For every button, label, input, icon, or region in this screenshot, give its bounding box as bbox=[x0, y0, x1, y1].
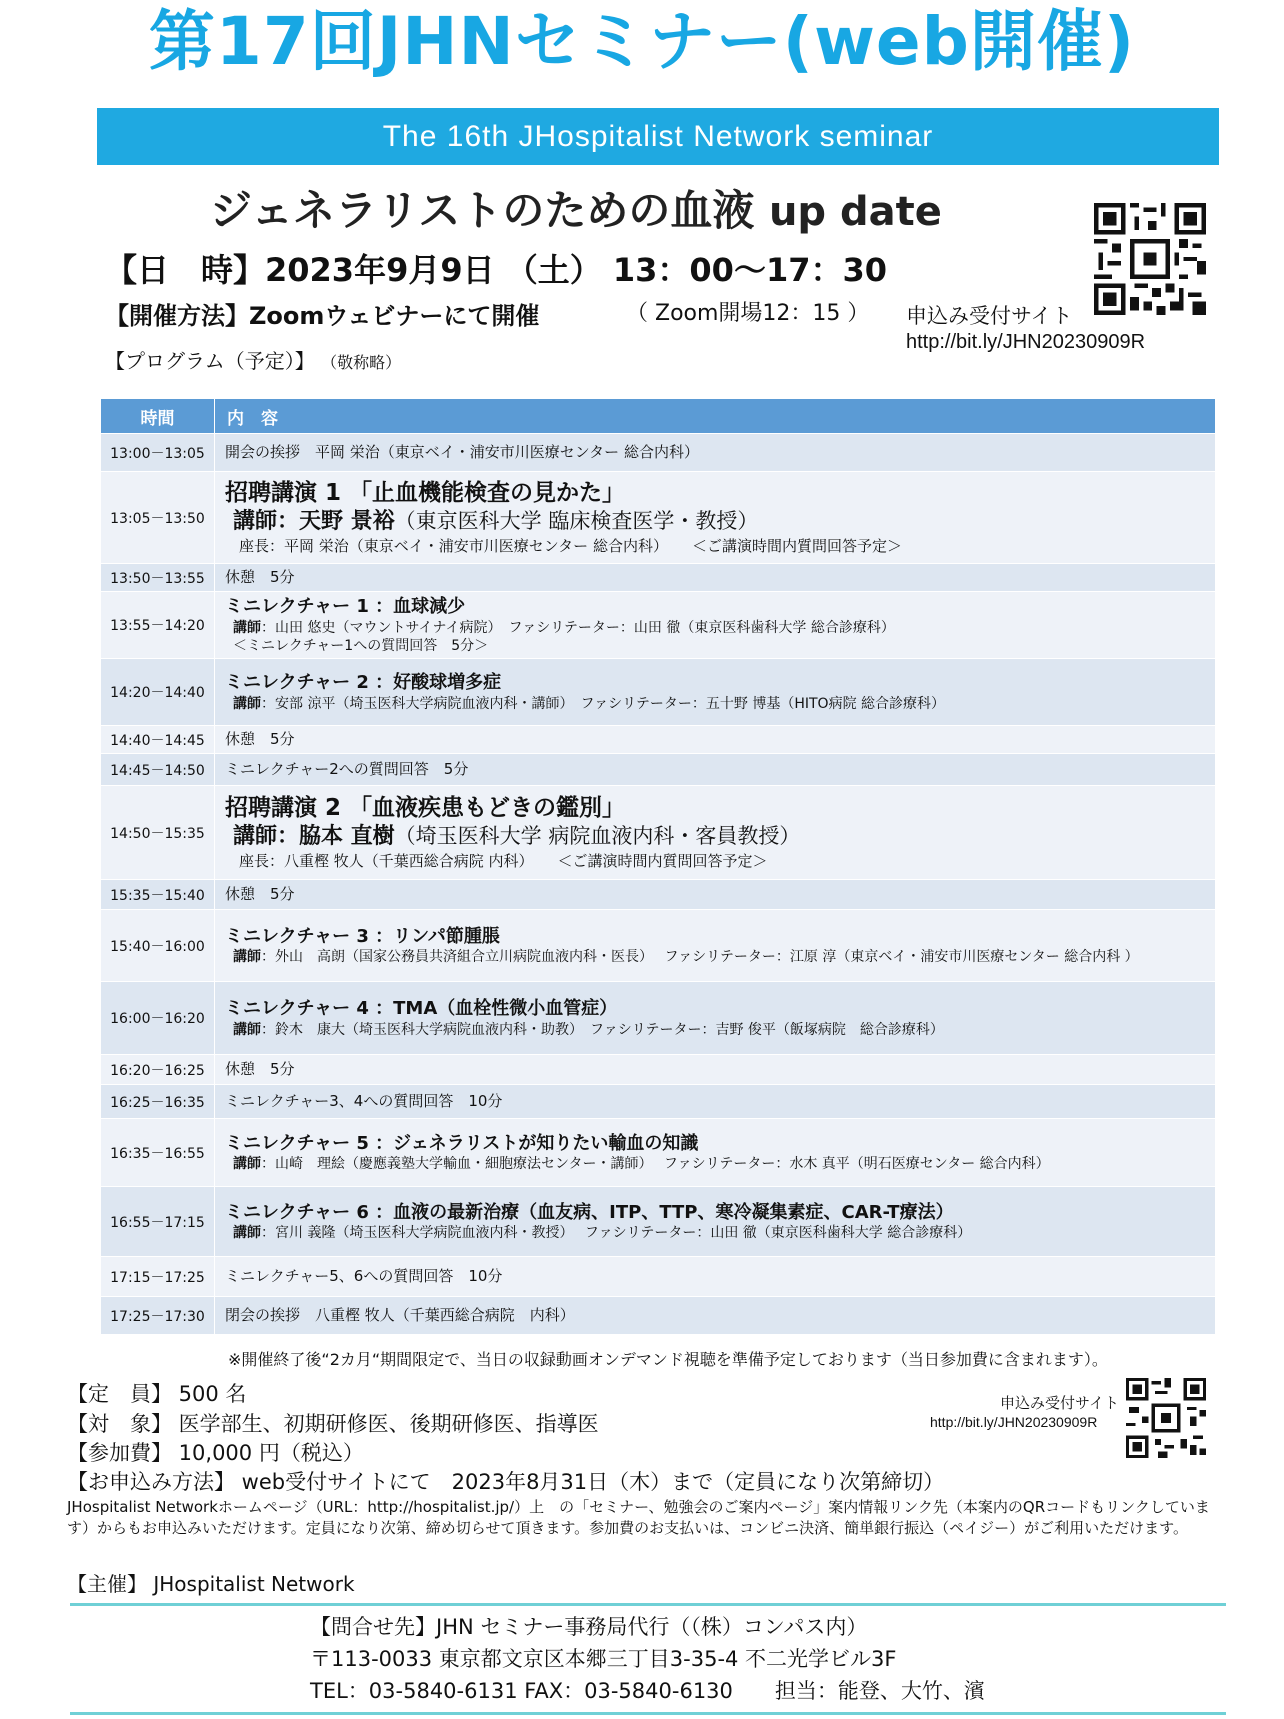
header-content: 内 容 bbox=[215, 399, 1216, 434]
mini-lecture-title: ミニレクチャー 4 ：TMA（血栓性微小血管症） bbox=[225, 998, 618, 1020]
mini-lecture-note: ＜ミニレクチャー1への質問回答 5分＞ bbox=[233, 637, 489, 654]
invited-lecture-chair: 座長：平岡 栄治（東京ベイ・浦安市川医療センター 総合内科） ＜ご講演時間内質問回答予定＞ bbox=[239, 536, 902, 555]
qr-code-icon[interactable] bbox=[1126, 1378, 1206, 1458]
row-time: 15:40－16:00 bbox=[101, 910, 215, 982]
program-schedule-table bbox=[100, 398, 1216, 1335]
row-time: 15:35－15:40 bbox=[101, 880, 215, 910]
on-demand-note: ※開催終了後“2カ月“期間限定で、当日の収録動画オンデマンド視聴を準備予定しております（当日参加費に含まれます）。 bbox=[228, 1350, 1108, 1369]
invited-lecture-chair: 座長：八重樫 牧人（千葉西総合病院 内科） ＜ご講演時間内質問回答予定＞ bbox=[239, 851, 768, 870]
mini-lecture-title: ミニレクチャー 1 ：血球減少 bbox=[225, 596, 466, 618]
schedule-row bbox=[101, 472, 1216, 564]
row-content: ミニレクチャー5、6への質問回答 10分 bbox=[225, 1266, 503, 1285]
zoom-open-time: （ Zoom開場12：15 ） bbox=[626, 301, 870, 326]
row-time: 16:00－16:20 bbox=[101, 982, 215, 1055]
mini-lecture-title: ミニレクチャー 2 ：好酸球増多症 bbox=[225, 672, 502, 694]
apply-site-label-small: 申込み受付サイト bbox=[1000, 1394, 1119, 1412]
apply-site-url[interactable]: http://bit.ly/JHN20230909R bbox=[906, 331, 1146, 353]
contact-line-3: TEL：03-5840-6131 FAX：03-5840-6130 担当：能登、大竹、濱 bbox=[310, 1679, 985, 1703]
schedule-row bbox=[101, 754, 1216, 786]
contact-line-2: 〒113-0033 東京都文京区本郷三丁目3-35-4 不二光学ビル3F bbox=[310, 1647, 897, 1671]
event-method: 【開催方法】Zoomウェビナーにて開催 bbox=[105, 302, 540, 330]
header-time: 時間 bbox=[101, 399, 215, 434]
program-label bbox=[105, 345, 401, 374]
row-content: 休憩 5分 bbox=[225, 567, 295, 586]
row-time: 13:05－13:50 bbox=[101, 472, 215, 564]
divider-bottom bbox=[70, 1712, 1226, 1715]
schedule-row bbox=[101, 592, 1216, 659]
schedule-row bbox=[101, 726, 1216, 754]
row-time: 14:50－15:35 bbox=[101, 786, 215, 880]
apply-method-info: 【お申込み方法】 web受付サイトにて 2023年8月31日（木）まで（定員になり次第締切） bbox=[67, 1470, 945, 1494]
row-content: 休憩 5分 bbox=[225, 884, 295, 903]
schedule-row bbox=[101, 982, 1216, 1055]
program-label-note: （敬称略） bbox=[321, 353, 402, 372]
program-label-text: 【プログラム（予定）】 bbox=[105, 349, 315, 373]
row-time: 13:00－13:05 bbox=[101, 434, 215, 472]
row-time: 17:15－17:25 bbox=[101, 1257, 215, 1297]
seminar-subtitle bbox=[210, 188, 942, 234]
row-time: 16:25－16:35 bbox=[101, 1085, 215, 1119]
target-info: 【対 象】 医学部生、初期研修医、後期研修医、指導医 bbox=[67, 1412, 599, 1436]
contact-line-1: 【問合せ先】JHN セミナー事務局代行（（株）コンパス内） bbox=[310, 1615, 868, 1639]
schedule-row bbox=[101, 564, 1216, 592]
apply-site-url-small[interactable]: http://bit.ly/JHN20230909R bbox=[930, 1414, 1098, 1430]
row-time: 16:55－17:15 bbox=[101, 1187, 215, 1257]
row-time: 13:50－13:55 bbox=[101, 564, 215, 592]
row-content: 閉会の挨拶 八重樫 牧人（千葉西総合病院 内科） bbox=[225, 1305, 575, 1324]
schedule-row bbox=[101, 1187, 1216, 1257]
mini-lecture-speaker: 講師：外山 高朗（国家公務員共済組合立川病院血液内科・医長） ファシリテーター：江原 淳（東京ベイ・浦安市川医療センター 総合内科 ） bbox=[233, 949, 1139, 966]
schedule-row bbox=[101, 880, 1216, 910]
row-time: 14:20－14:40 bbox=[101, 659, 215, 726]
invited-lecture-title: 招聘講演 1 「止血機能検査の見かた」 bbox=[225, 479, 626, 506]
mini-lecture-speaker: 講師：安部 涼平（埼玉医科大学病院血液内科・講師） ファシリテーター：五十野 博基（HITO病院 総合診療科） bbox=[233, 695, 946, 712]
english-banner: The 16th JHospitalist Network seminar bbox=[97, 108, 1219, 165]
mini-lecture-speaker: 講師：宮川 義隆（埼玉医科大学病院血液内科・教授） ファシリテーター：山田 徹（東京医科歯科大学 総合診療科） bbox=[233, 1225, 972, 1242]
schedule-row bbox=[101, 1297, 1216, 1335]
schedule-row bbox=[101, 910, 1216, 982]
schedule-row bbox=[101, 1119, 1216, 1187]
apply-site-label: 申込み受付サイト bbox=[906, 304, 1073, 328]
mini-lecture-speaker: 講師：鈴木 康大（埼玉医科大学病院血液内科・助教） ファシリテーター：吉野 俊平（飯塚病院 総合診療科） bbox=[233, 1021, 944, 1038]
row-time: 16:35－16:55 bbox=[101, 1119, 215, 1187]
subtitle-en: up date bbox=[768, 189, 942, 235]
mini-lecture-title: ミニレクチャー 5 ：ジェネラリストが知りたい輸血の知識 bbox=[225, 1132, 699, 1154]
mini-lecture-title: ミニレクチャー 6 ：血液の最新治療（血友病、ITP、TTP、寒冷凝集素症、CAR-T療法） bbox=[225, 1201, 954, 1223]
row-time: 13:55－14:20 bbox=[101, 592, 215, 659]
row-time: 14:45－14:50 bbox=[101, 754, 215, 786]
row-time: 14:40－14:45 bbox=[101, 726, 215, 754]
invited-lecture-speaker: 講師：脇本 直樹（埼玉医科大学 病院血液内科・客員教授） bbox=[233, 824, 801, 850]
schedule-row bbox=[101, 1085, 1216, 1119]
mini-lecture-speaker: 講師：山崎 理絵（慶應義塾大学輸血・細胞療法センター・講師） ファシリテーター：水木 真平（明石医療センター 総合内科） bbox=[233, 1156, 1050, 1173]
schedule-row bbox=[101, 659, 1216, 726]
row-content: 開会の挨拶 平岡 栄治（東京ベイ・浦安市川医療センター 総合内科） bbox=[225, 442, 699, 461]
host-info: 【主催】 JHospitalist Network bbox=[67, 1572, 355, 1596]
row-content: 休憩 5分 bbox=[225, 729, 295, 748]
divider-top bbox=[70, 1603, 1226, 1606]
schedule-row bbox=[101, 786, 1216, 880]
event-date: 【日 時】2023年9月9日 （土） 13：00～17：30 bbox=[105, 251, 888, 289]
schedule-header-row bbox=[101, 399, 1216, 434]
schedule-row bbox=[101, 434, 1216, 472]
schedule-row bbox=[101, 1257, 1216, 1297]
capacity-info: 【定 員】 500 名 bbox=[67, 1382, 247, 1406]
subtitle-jp: ジェネラリストのための血液 bbox=[210, 186, 755, 235]
row-content: ミニレクチャー3、4への質問回答 10分 bbox=[225, 1091, 503, 1110]
invited-lecture-speaker: 講師：天野 景裕（東京医科大学 臨床検査医学・教授） bbox=[233, 509, 759, 535]
mini-lecture-title: ミニレクチャー 3 ：リンパ節腫脹 bbox=[225, 925, 500, 947]
invited-lecture-title: 招聘講演 2 「血液疾患もどきの鑑別」 bbox=[225, 794, 626, 821]
apply-detail-text: JHospitalist Networkホームページ（URL：http://hospitalist.jp/）上 の「セミナー、勉強会のご案内ページ」案内情報リンク先（本案内のQRコードもリンクしています）からもお申込みいただけます。定員になり次第、締め切らせて頂きます。参加費のお支払いは、コンビニ決済、簡単銀行振込（ペイジー）がご利用いただけます。 bbox=[67, 1498, 1210, 1537]
fee-info: 【参加費】 10,000 円（税込） bbox=[67, 1441, 364, 1465]
row-content: ミニレクチャー2への質問回答 5分 bbox=[225, 759, 469, 778]
row-content: 休憩 5分 bbox=[225, 1059, 295, 1078]
mini-lecture-speaker: 講師：山田 悠史（マウントサイナイ病院） ファシリテーター：山田 徹（東京医科歯科大学 総合診療科） bbox=[233, 619, 895, 636]
seminar-title: 第17回JHNセミナー(web開催) bbox=[148, 3, 1136, 80]
schedule-row bbox=[101, 1055, 1216, 1085]
row-time: 16:20－16:25 bbox=[101, 1055, 215, 1085]
row-time: 17:25－17:30 bbox=[101, 1297, 215, 1335]
qr-code-icon[interactable] bbox=[1094, 203, 1206, 315]
